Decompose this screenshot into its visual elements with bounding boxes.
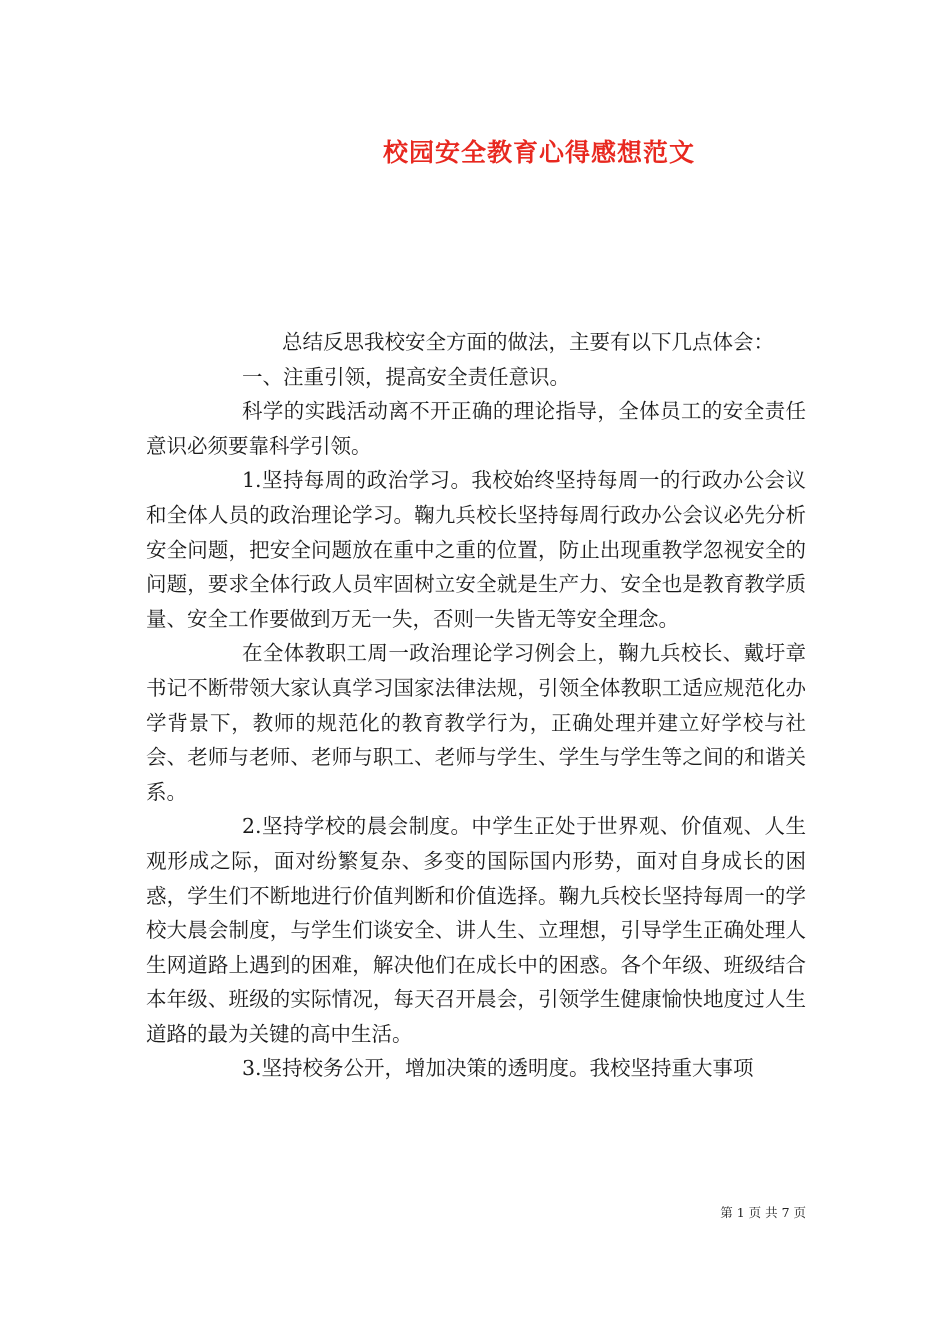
page-number: 第 1 页 共 7 页 — [720, 1205, 806, 1220]
paragraph-section-heading: 一、注重引领，提高安全责任意识。 — [242, 364, 570, 389]
paragraph: 在全体教职工周一政治理论学习例会上，鞠九兵校长、戴圩章书记不断带领大家认真学习国家法律法规，引领全体教职工适应规范化办学背景下，教师的规范化的教育教学行为，正确处理并建立好学校与社会、老师与老师、老师与职工、老师与学生、学生与学生等之间的和谐关系。 — [146, 641, 806, 804]
paragraph: 1.坚持每周的政治学习。我校始终坚持每周一的行政办公会议和全体人员的政治理论学习。鞠九兵校长坚持每周行政办公会议必先分析安全问题，把安全问题放在重中之重的位置，防止出现重教学忽视安全的问题，要求全体行政人员牢固树立安全就是生产力、安全也是教育教学质量、安全工作要做到万无一失，否则一失皆无等安全理念。 — [146, 468, 806, 631]
paragraph-intro: 总结反思我校安全方面的做法，主要有以下几点体会： — [282, 330, 774, 354]
paragraph: 科学的实践活动离不开正确的理论指导，全体员工的安全责任意识必须要靠科学引领。 — [146, 399, 806, 458]
document-title: 校园安全教育心得感想范文 — [382, 138, 695, 167]
document-body — [146, 325, 806, 1086]
paragraph: 3.坚持校务公开，增加决策的透明度。我校坚持重大事项 — [242, 1056, 754, 1081]
paragraph: 2.坚持学校的晨会制度。中学生正处于世界观、价值观、人生观形成之际，面对纷繁复杂、多变的国际国内形势，面对自身成长的困惑，学生们不断地进行价值判断和价值选择。鞠九兵校长坚持每周一的学校大晨会制度，与学生们谈安全、讲人生、立理想，引导学生正确处理人生网道路上遇到的困难，解决他们在成长中的困惑。各个年级、班级结合本年级、班级的实际情况，每天召开晨会，引领学生健康愉快地度过人生道路的最为关键的高中生活。 — [146, 814, 806, 1046]
